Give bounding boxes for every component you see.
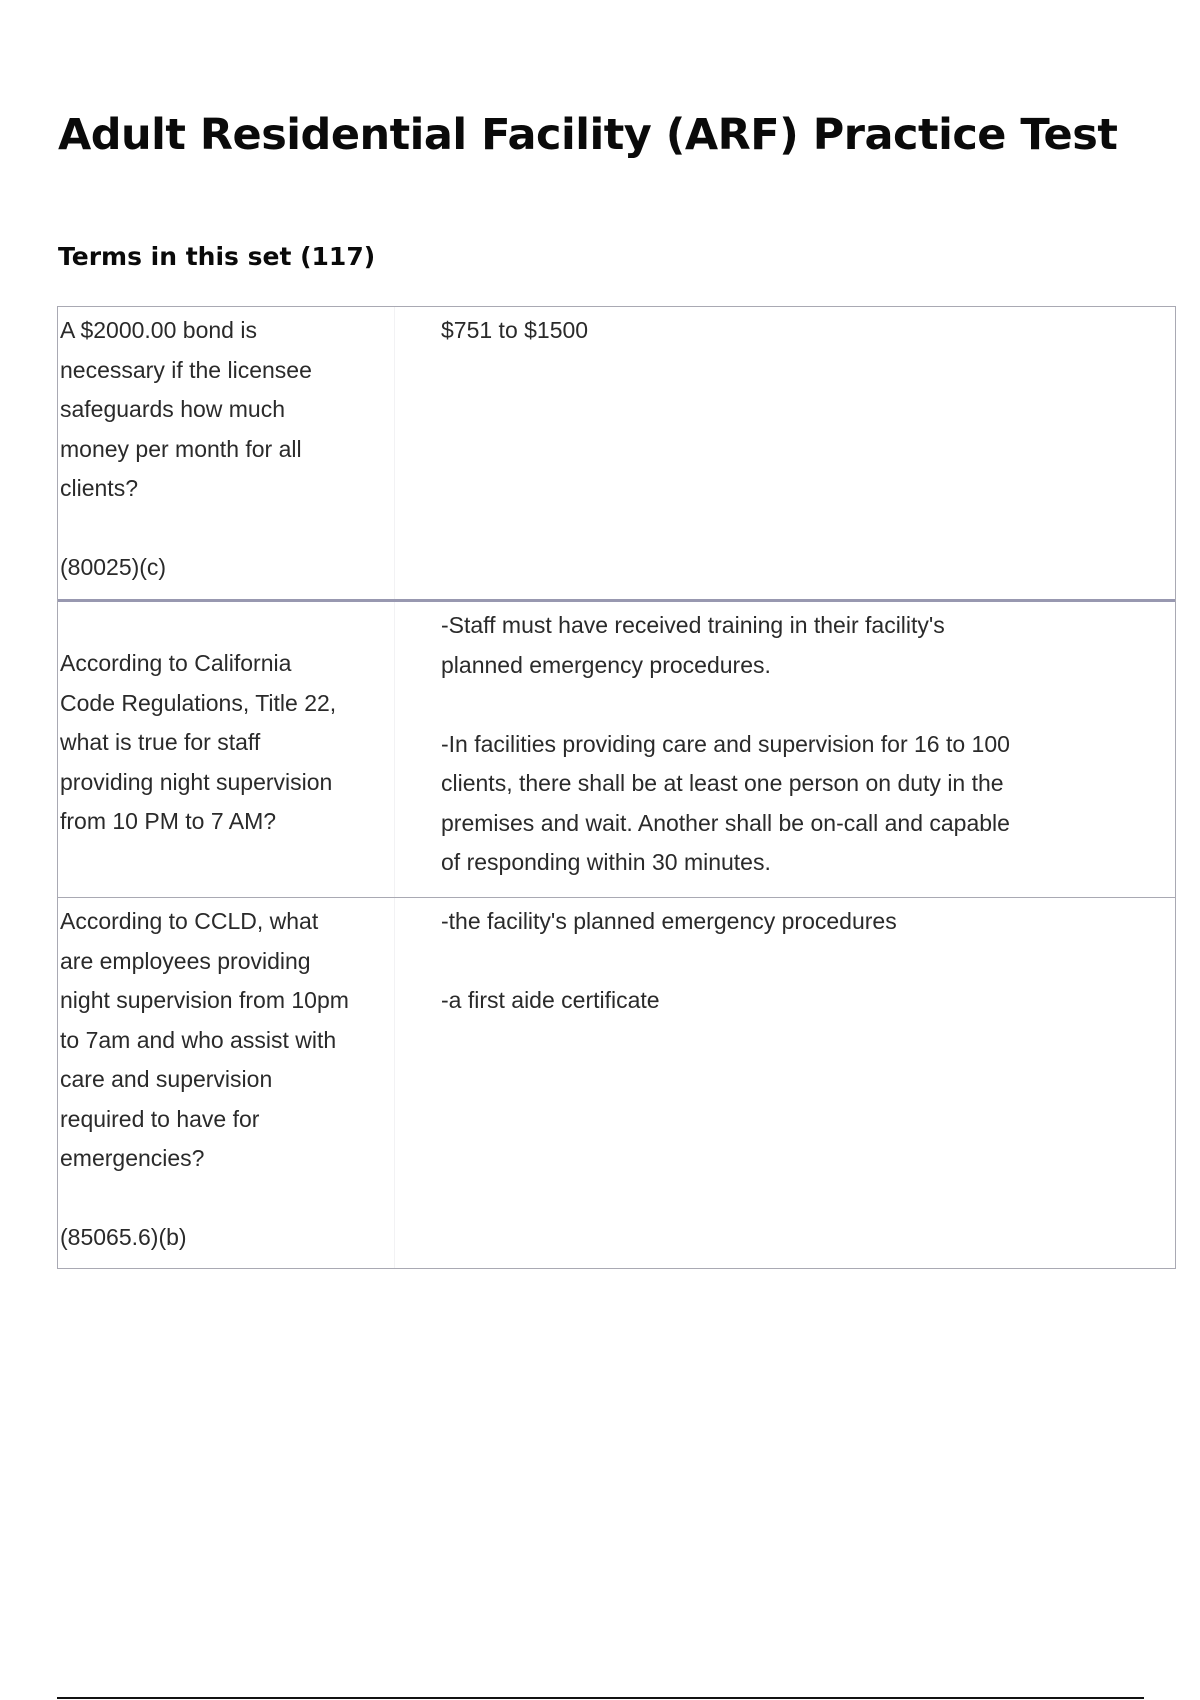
term-row	[58, 897, 1175, 1268]
term-text: According to California Code Regulations, Title 22, what is true for staff providing night supervision from 10 PM to 7 AM?	[58, 602, 395, 897]
term-text: According to CCLD, what are employees providing night supervision from 10pm to 7am and who assist with care and supervision required to have for emergencies? (85065.6)(b)	[58, 898, 395, 1268]
terms-count-heading: Terms in this set (117)	[58, 242, 376, 271]
page-title: Adult Residential Facility (ARF) Practice Test	[58, 110, 1118, 160]
footer-divider	[57, 1697, 1144, 1699]
definition-text: $751 to $1500	[441, 317, 589, 343]
terms-table	[57, 306, 1176, 1269]
term-row	[58, 307, 1175, 599]
term-row	[58, 599, 1175, 897]
definition-text: -Staff must have received training in their facility's planned emergency procedures. -In facilities providing care and supervision for 16 to 100 clients, there shall be at least one person on duty in the premises and wait. Another shall be on-call and capable of responding within 30 minutes.	[441, 612, 1010, 875]
term-text: A $2000.00 bond is necessary if the licensee safeguards how much money per month for all clients? (80025)(c)	[58, 307, 395, 599]
definition-text: -the facility's planned emergency procedures -a first aide certificate	[441, 908, 897, 1013]
